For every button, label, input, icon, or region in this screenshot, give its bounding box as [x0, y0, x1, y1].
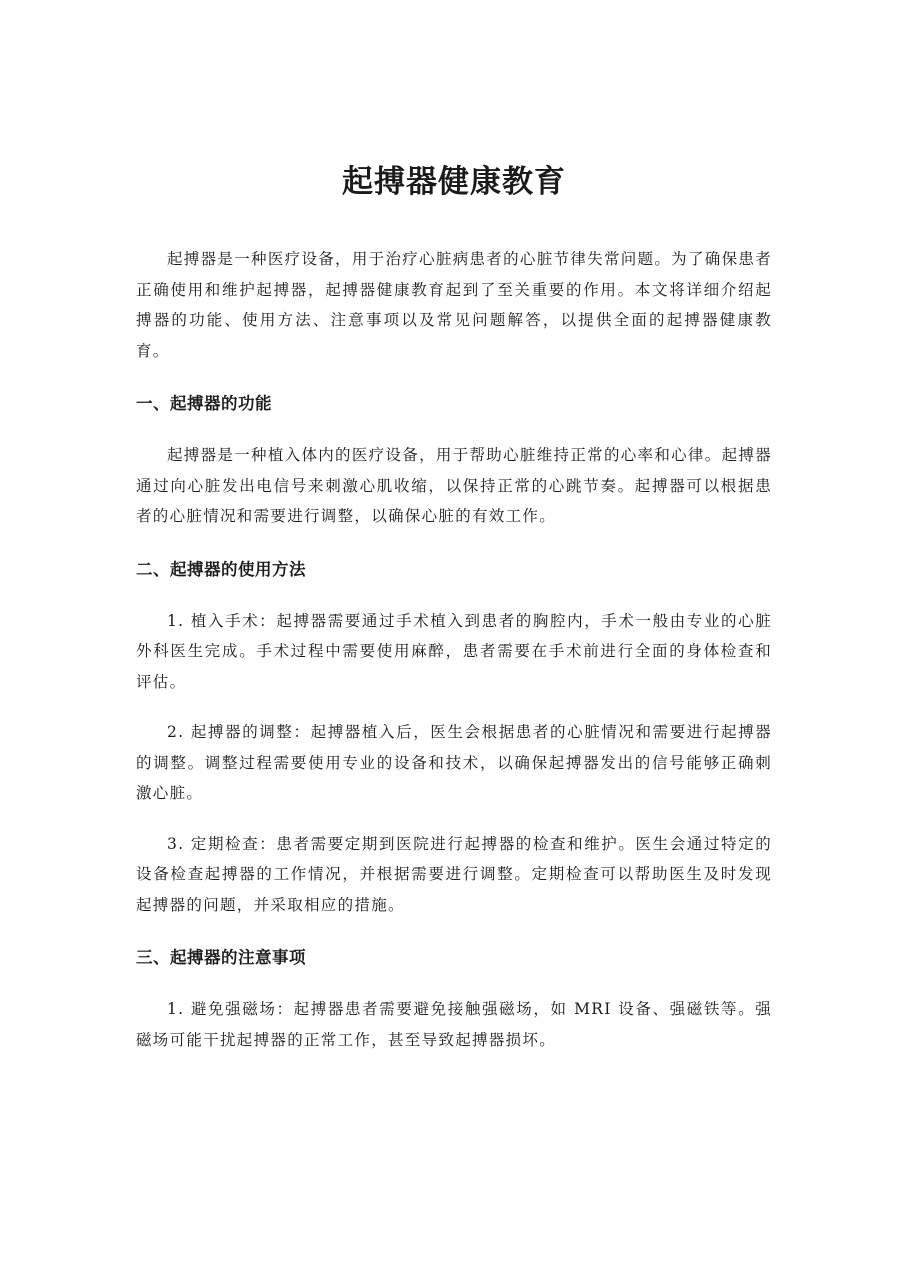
paragraph-function: 起搏器是一种植入体内的医疗设备，用于帮助心脏维持正常的心率和心律。起搏器通过向心脏发出电信号来刺激心肌收缩，以保持正常的心跳节奏。起搏器可以根据患者的心脏情况和需要进行调整，以确保心脏的有效工作。 [136, 446, 772, 525]
document-title: 起搏器健康教育 [342, 164, 566, 200]
section-heading-precautions: 三、起搏器的注意事项 [136, 948, 306, 967]
paragraph-usage-adjust: 2. 起搏器的调整：起搏器植入后，医生会根据患者的心脏情况和需要进行起搏器的调整。调整过程需要使用专业的设备和技术，以确保起搏器发出的信号能够正确刺激心脏。 [136, 723, 772, 802]
section-heading-function: 一、起搏器的功能 [136, 394, 272, 413]
paragraph-usage-implant: 1. 植入手术：起搏器需要通过手术植入到患者的胸腔内，手术一般由专业的心脏外科医生完成。手术过程中需要使用麻醉，患者需要在手术前进行全面的身体检查和评估。 [136, 611, 772, 691]
paragraph-usage-checkup: 3. 定期检查：患者需要定期到医院进行起搏器的检查和维护。医生会通过特定的设备检查起搏器的工作情况，并根据需要进行调整。定期检查可以帮助医生及时发现起搏器的问题，并采取相应的措施。 [136, 834, 772, 914]
section-heading-usage: 二、起搏器的使用方法 [136, 559, 306, 579]
intro-paragraph: 起搏器是一种医疗设备，用于治疗心脏病患者的心脏节律失常问题。为了确保患者正确使用和维护起搏器，起搏器健康教育起到了至关重要的作用。本文将详细介绍起搏器的功能、使用方法、注意事项以及常见问题解答，以提供全面的起搏器健康教育。 [136, 250, 772, 360]
paragraph-precaution-magnet: 1. 避免强磁场：起搏器患者需要避免接触强磁场，如 MRI 设备、强磁铁等。强磁场可能干扰起搏器的正常工作，甚至导致起搏器损坏。 [136, 1000, 772, 1049]
